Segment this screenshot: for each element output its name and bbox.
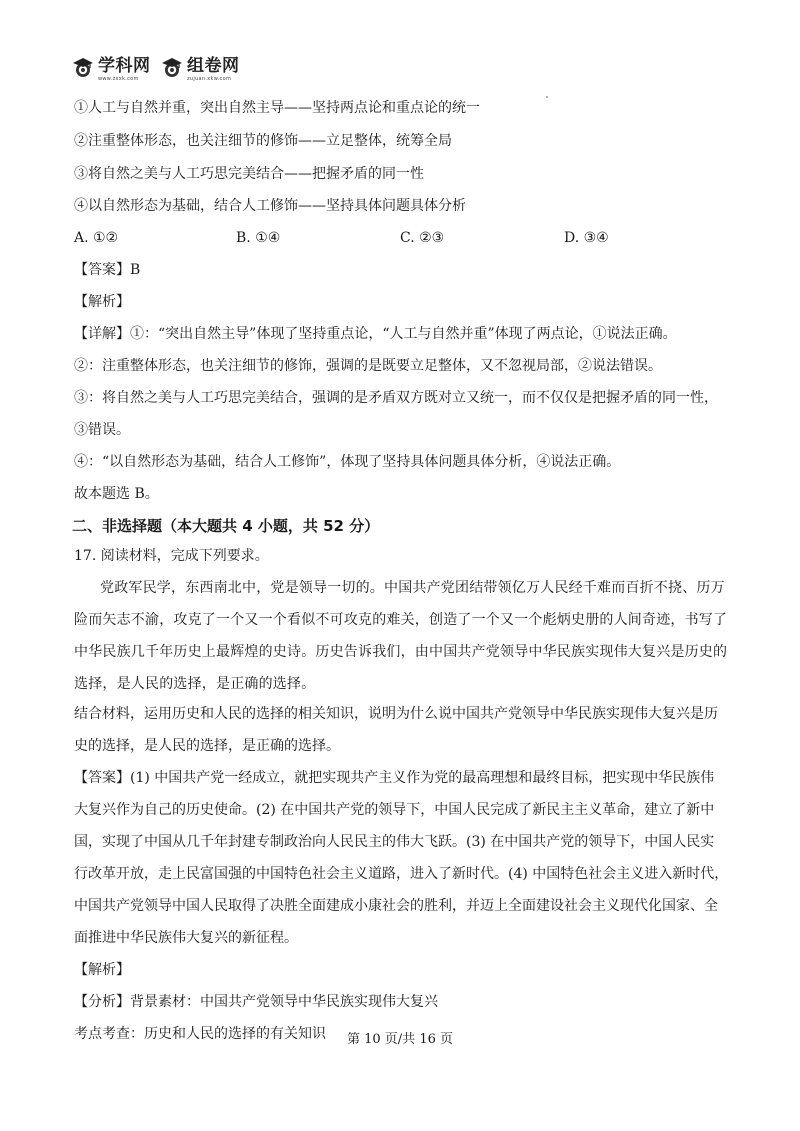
xuekewang-logo xyxy=(72,56,151,86)
material-line: 险而矢志不渝，攻克了一个又一个看似不可攻克的难关，创造了一个又一个彪炳史册的人间奇迹，书写了 xyxy=(74,612,728,628)
logo-name: 学科网 xyxy=(98,56,151,76)
detail-line: ③错误。 xyxy=(74,422,130,438)
answer-line: 国，实现了中国从几千年封建专制政治向人民民主的伟大飞跃。(3) 在中国共产党的领导下，中国人民实 xyxy=(74,834,715,850)
stray-mark xyxy=(546,96,548,98)
mortarboard-icon xyxy=(72,57,94,79)
analysis-label: 【解析】 xyxy=(74,962,130,978)
fenxi-line: 【分析】背景素材：中国共产党领导中华民族实现伟大复兴 xyxy=(74,994,438,1010)
zujuanwang-logo xyxy=(161,56,240,86)
detail-line: ④：“以自然形态为基础，结合人工修饰”，体现了坚持具体问题具体分析，④说法正确。 xyxy=(74,454,621,470)
answer-line: 中国共产党领导中国人民取得了决胜全面建成小康社会的胜利，并迈上全面建设社会主义现代化国家、全 xyxy=(74,898,718,914)
answer-label: 【答案】B xyxy=(74,262,141,278)
material-line: 选择，是人民的选择，是正确的选择。 xyxy=(74,676,316,692)
question-prompt: 17. 阅读材料，完成下列要求。 xyxy=(74,548,269,564)
section-heading: 二、非选择题（本大题共 4 小题，共 52 分） xyxy=(72,517,380,535)
statement-3: ③将自然之美与人工巧思完美结合——把握矛盾的同一性 xyxy=(74,166,424,182)
option-b: B. ①④ xyxy=(236,230,281,246)
detail-line: ③：将自然之美与人工巧思完美结合，强调的是矛盾双方既对立又统一，而不仅仅是把握矛盾的同一性， xyxy=(74,390,718,406)
material-line: 党政军民学，东西南北中，党是领导一切的。中国共产党团结带领亿万人民经千难而百折不挠、历万 xyxy=(100,580,725,596)
statement-4: ④以自然形态为基础，结合人工修饰——坚持具体问题具体分析 xyxy=(74,198,466,214)
kaodian-line: 考点考查：历史和人民的选择的有关知识 xyxy=(74,1026,326,1042)
analysis-label: 【解析】 xyxy=(74,294,130,310)
logo-url: zujuan.xkw.com xyxy=(187,76,232,82)
option-d: D. ③④ xyxy=(564,230,609,246)
logo-url: www.zxxk.com xyxy=(98,76,139,82)
option-a: A. ①② xyxy=(74,230,119,246)
task-line: 结合材料，运用历史和人民的选择的相关知识，说明为什么说中国共产党领导中华民族实现伟大复兴是历 xyxy=(74,706,718,722)
detail-line: 【详解】①：“突出自然主导”体现了坚持重点论，“人工与自然并重”体现了两点论，①说法正确。 xyxy=(74,326,677,342)
option-c: C. ②③ xyxy=(400,230,445,246)
task-line: 史的选择，是人民的选择，是正确的选择。 xyxy=(74,738,340,754)
statement-2: ②注重整体形态，也关注细节的修饰——立足整体，统筹全局 xyxy=(74,133,452,149)
mortarboard-icon xyxy=(161,57,183,79)
logo-name: 组卷网 xyxy=(187,56,240,76)
material-line: 中华民族几千年历史上最辉煌的史诗。历史告诉我们，由中国共产党领导中华民族实现伟大复兴是历史的 xyxy=(74,644,728,660)
answer-line: 大复兴作为自己的历史使命。(2) 在中国共产党的领导下，中国人民完成了新民主主义革命，建立了新中 xyxy=(74,802,715,818)
detail-line: ②：注重整体形态，也关注细节的修饰，强调的是既要立足整体，又不忽视局部，②说法错误。 xyxy=(74,358,662,374)
page-number: 第 10 页/共 16 页 xyxy=(347,1032,453,1047)
answer-line: 面推进中华民族伟大复兴的新征程。 xyxy=(74,930,298,946)
statement-1: ①人工与自然并重，突出自然主导——坚持两点论和重点论的统一 xyxy=(74,100,480,116)
answer-line: 【答案】(1) 中国共产党一经成立，就把实现共产主义作为党的最高理想和最终目标，把实现中华民族伟 xyxy=(74,770,715,786)
answer-line: 行改革开放，走上民富国强的中国特色社会主义道路，进入了新时代。(4) 中国特色社会主义进入新时代， xyxy=(74,866,729,882)
detail-line: 故本题选 B。 xyxy=(74,486,159,502)
